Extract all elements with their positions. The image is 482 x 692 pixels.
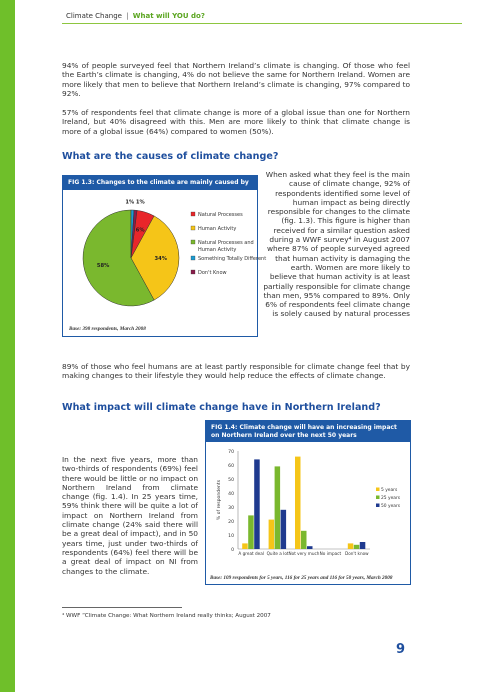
fig14-chart	[205, 420, 411, 585]
pie-data-label: 6%	[135, 227, 145, 234]
paragraph-1: 94% of people surveyed feel that Northern Ireland’s climate is changing. Of those who feel the Earth’s climate is changing, 4% do not believe the same for Northern Ireland. Women are more likely that men to believe that Northern Ireland’s climate is changing, 97% compared to 92%.	[62, 61, 410, 98]
pie-legend-label: Something Totally Different	[198, 256, 267, 262]
bar-1-1	[242, 543, 248, 549]
fig13-chart	[62, 175, 267, 337]
heading-causes: What are the causes of climate change?	[62, 151, 279, 162]
header-highlight: What will YOU do?	[132, 12, 205, 20]
fig13-base: Base: 398 respondents, March 2008	[69, 326, 146, 332]
bar-y-tick: 10	[228, 534, 234, 539]
header-title: Climate Change	[66, 12, 122, 20]
pie-legend-label: Natural Processes	[198, 212, 243, 218]
pie-legend-swatch	[191, 212, 195, 216]
bar-2-2	[275, 466, 281, 549]
bar-2-3	[281, 510, 287, 549]
fig13-svg	[63, 194, 267, 326]
footnote-rule	[62, 607, 182, 608]
bar-legend-swatch	[376, 488, 380, 492]
fig14-base: Base: 109 respondents for 5 years, 116 for 25 years and 116 for 50 years, March 2008	[210, 575, 393, 581]
header-separator: |	[126, 12, 129, 20]
header-rule	[62, 23, 462, 24]
bar-y-tick: 60	[228, 464, 234, 469]
left-accent-bar	[0, 0, 15, 692]
bar-x-tick: A great deal	[238, 551, 264, 556]
bar-3-1	[295, 457, 301, 549]
causes-right-column: When asked what they feel is the main cause of climate change, 92% of respondents identified some level of human impact as being directly responsible for changes to the climate (fig. 1.3). This figure is higher than received for a similar question asked during a WWF survey⁴ in August 2007 where 87% of people surveyed agreed that human activity is damaging the earth. Women are more likely to believe that human activity is at least partially responsible for climate change than men, 95% compared to 89%. Only 6% of respondents feel climate change is solely caused by natural processes	[263, 170, 410, 319]
fig14-svg	[206, 445, 410, 573]
bar-5-2	[354, 545, 360, 549]
pie-legend-swatch	[191, 240, 195, 244]
bar-legend-swatch	[376, 504, 380, 508]
pie-data-label: 58%	[96, 263, 110, 270]
bar-3-2	[301, 531, 307, 549]
bar-y-label: % of respondents	[217, 479, 222, 521]
bar-1-3	[254, 459, 260, 549]
pie-data-label: 34%	[154, 256, 167, 262]
page-number: 9	[396, 642, 406, 657]
fig13-title: FIG 1.3: Changes to the climate are mainly caused by	[63, 176, 257, 190]
pie-legend-swatch	[191, 226, 195, 230]
bar-legend-label: 5 years	[381, 488, 398, 493]
paragraph-3: 89% of those who feel humans are at least partly responsible for climate change feel that by making changes to their lifestyle they would help reduce the effects of climate change.	[62, 362, 410, 381]
pie-data-label: 1%	[135, 199, 145, 206]
bar-legend-label: 25 years	[381, 496, 401, 501]
bar-x-tick: No impact	[319, 551, 342, 556]
bar-y-tick: 50	[228, 478, 234, 483]
pie-legend-label: Natural Processes and	[198, 240, 254, 246]
fig14-title: FIG 1.4: Climate change will have an increasing impact on Northern Ireland over the next 50 years	[206, 421, 410, 442]
bar-y-tick: 20	[228, 520, 234, 525]
bar-2-1	[269, 520, 275, 549]
bar-y-tick: 70	[228, 450, 234, 455]
bar-legend-label: 50 years	[381, 504, 401, 509]
bar-y-tick: 30	[228, 506, 234, 511]
pie-legend-swatch	[191, 256, 195, 260]
bar-3-3	[307, 546, 313, 549]
paragraph-2: 57% of respondents feel that climate change is more of a global issue than one for Northern Ireland, but 40% disagreed with this. Men are more likely to think that climate change is more of a global issue (64%) compared to women (50%).	[62, 108, 410, 136]
bar-y-tick: 0	[231, 548, 234, 553]
bar-x-tick: Don't know	[344, 551, 369, 556]
bar-5-3	[360, 542, 366, 549]
pie-legend-label: Human Activity	[198, 226, 237, 232]
pie-data-label: 1%	[125, 199, 135, 206]
bar-x-tick: Quite a lot	[266, 551, 289, 556]
footnote: ⁴ WWF “Climate Change: What Northern Ireland really thinks; August 2007	[62, 613, 271, 619]
pie-legend-swatch	[191, 270, 195, 274]
bar-y-tick: 40	[228, 492, 234, 497]
bar-1-2	[248, 515, 254, 549]
bar-x-tick: Not very much	[288, 551, 320, 556]
bar-legend-swatch	[376, 496, 380, 500]
pie-legend-label: Don't Know	[198, 270, 227, 276]
bar-5-1	[348, 543, 354, 549]
heading-impact: What impact will climate change have in Northern Ireland?	[62, 402, 381, 413]
running-header	[66, 12, 205, 20]
pie-legend-label: Human Activity	[198, 247, 237, 253]
impact-left-column: In the next five years, more than two-thirds of respondents (69%) feel there would be little or no impact on Northern Ireland from climate change (fig. 1.4). In 25 years time, 59% think there will be quite a lot of impact on Northern Ireland from climate change (24% said there will be a great deal of impact), and in 50 years time, just under two-thirds of respondents (64%) feel there will be a great deal of impact on NI from changes to the climate.	[62, 455, 198, 576]
